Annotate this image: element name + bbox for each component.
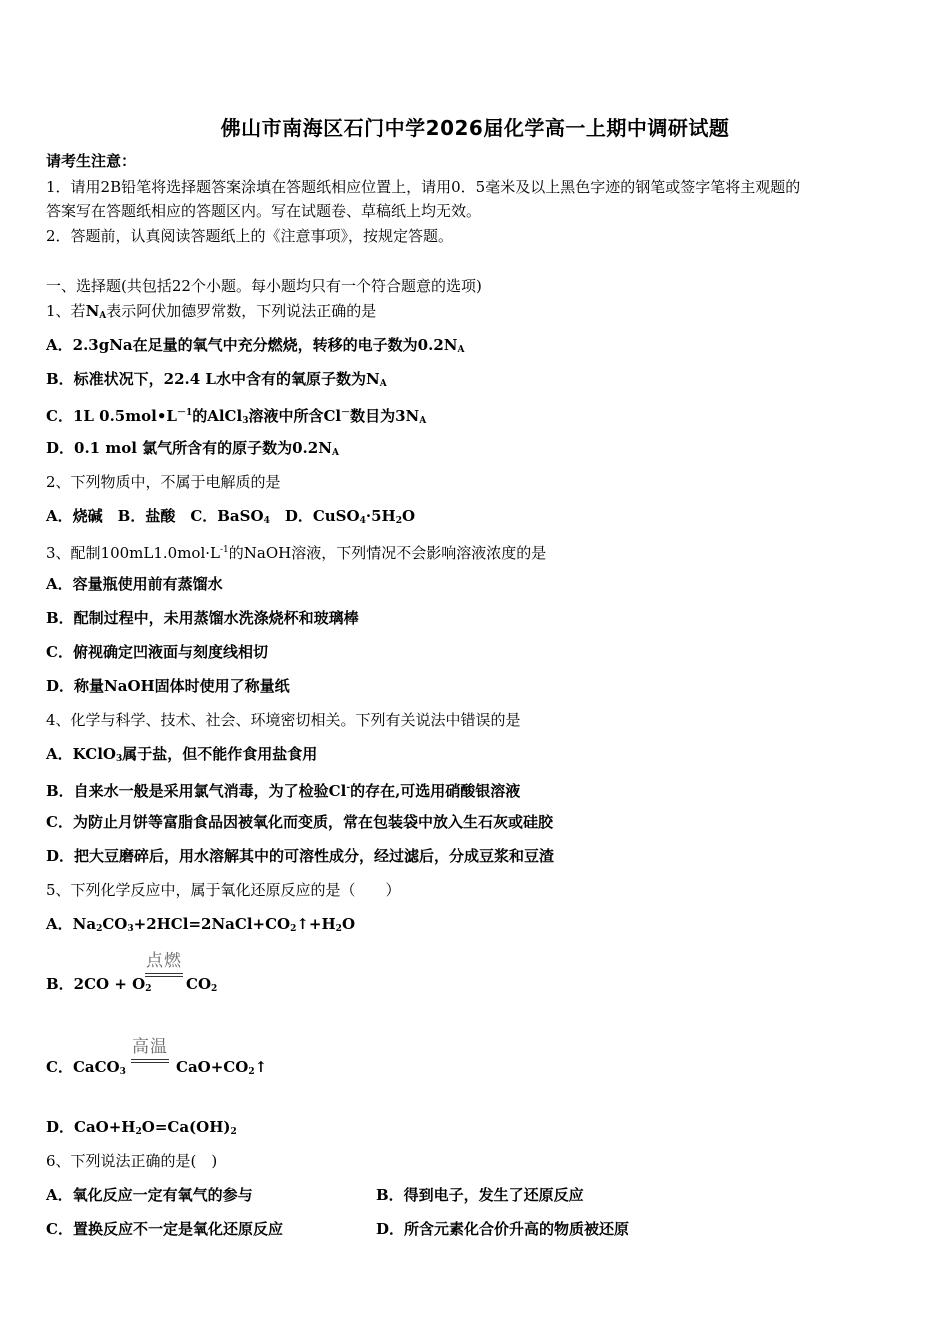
reaction-condition-ignite: 点燃 <box>145 946 183 977</box>
question-6-option-c: C．置换反应不一定是氧化还原反应 <box>46 1220 283 1238</box>
question-2-options: A．烧碱 B．盐酸 C．BaSO$_4$ D．$CuSO_4\cdot 5H_2O$ <box>46 507 416 526</box>
question-5-option-d: D．$CaO+H_2O=Ca(OH)_2$ <box>46 1118 237 1137</box>
question-5-option-b: B．$2CO + O_2$ <box>46 975 152 994</box>
notice-item-1-line-1: 1．请用2B铅笔将选择题答案涂填在答题纸相应位置上，请用0．5毫米及以上黑色字迹的钢笔或签字笔将主观题的 <box>46 178 801 196</box>
question-2-stem: 2、下列物质中，不属于电解质的是 <box>46 473 281 491</box>
question-3-option-d: D．称量NaOH固体时使用了称量纸 <box>46 677 290 695</box>
question-6-stem: 6、下列说法正确的是( ) <box>46 1152 218 1170</box>
question-4-option-a: A．KClO$_3$属于盐，但不能作食用盐食用 <box>46 745 318 764</box>
question-4-option-d: D．把大豆磨碎后，用水溶解其中的可溶性成分，经过滤后，分成豆浆和豆渣 <box>46 847 555 865</box>
question-4-option-b: B．自来水一般是采用氯气消毒，为了检验Cl-的存在,可选用硝酸银溶液 <box>46 782 521 800</box>
question-6-option-d: D．所含元素化合价升高的物质被还原 <box>376 1220 630 1238</box>
question-4-stem: 4、化学与科学、技术、社会、环境密切相关。下列有关说法中错误的是 <box>46 711 521 729</box>
question-1-stem: 1、若$N_A$表示阿伏加德罗常数，下列说法正确的是 <box>46 302 377 321</box>
question-5-option-a: A．$Na_2CO_3+2HCl=2NaCl+CO_2↑+H_2O$ <box>46 915 356 934</box>
question-3-option-b: B．配制过程中，未用蒸馏水洗涤烧杯和玻璃棒 <box>46 609 359 627</box>
question-5-stem: 5、下列化学反应中，属于氧化还原反应的是（ ） <box>46 881 401 899</box>
question-3-stem: 3、配制$100mL1.0mol\cdot L^{-1}$的NaOH溶液，下列情况不会影响溶液浓度的是 <box>46 544 547 562</box>
notice-item-2: 2．答题前，认真阅读答题纸上的《注意事项》，按规定答题。 <box>46 227 454 245</box>
question-1-option-a: A．2.3gNa在足量的氧气中充分燃烧，转移的电子数为$0.2N_A$ <box>46 336 465 355</box>
question-5-option-c: C．CaCO$_3$ <box>46 1058 126 1077</box>
question-5-option-c-product: $CaO+CO_2↑$ <box>176 1058 268 1077</box>
page-title: 佛山市南海区石门中学2026届化学高一上期中调研试题 <box>220 116 730 140</box>
question-1-option-c: C．1L $0.5mol•L^{-1}$的AlCl$_3$溶液中所含Cl－数目为$3N_A$ <box>46 407 427 426</box>
reaction-condition-high-temp: 高温 <box>131 1032 169 1063</box>
section-heading: 一、选择题(共包括22个小题。每小题均只有一个符合题意的选项) <box>46 277 482 295</box>
question-3-option-a: A．容量瓶使用前有蒸馏水 <box>46 575 223 593</box>
question-5-option-b-product: $CO_2$ <box>186 975 218 994</box>
question-6-option-b: B．得到电子，发生了还原反应 <box>376 1186 584 1204</box>
question-1-option-d: D．0.1 mol 氯气所含有的原子数为$0.2N_A$ <box>46 439 339 458</box>
notice-heading: 请考生注意： <box>46 152 137 170</box>
notice-item-1-line-2: 答案写在答题纸相应的答题区内。写在试题卷、草稿纸上均无效。 <box>46 202 482 220</box>
question-3-option-c: C．俯视确定凹液面与刻度线相切 <box>46 643 268 661</box>
question-4-option-c: C．为防止月饼等富脂食品因被氧化而变质，常在包装袋中放入生石灰或硅胶 <box>46 813 553 831</box>
question-1-option-b: B．标准状况下，22.4 L水中含有的氧原子数为$N_A$ <box>46 370 387 389</box>
question-6-option-a: A．氧化反应一定有氧气的参与 <box>46 1186 253 1204</box>
